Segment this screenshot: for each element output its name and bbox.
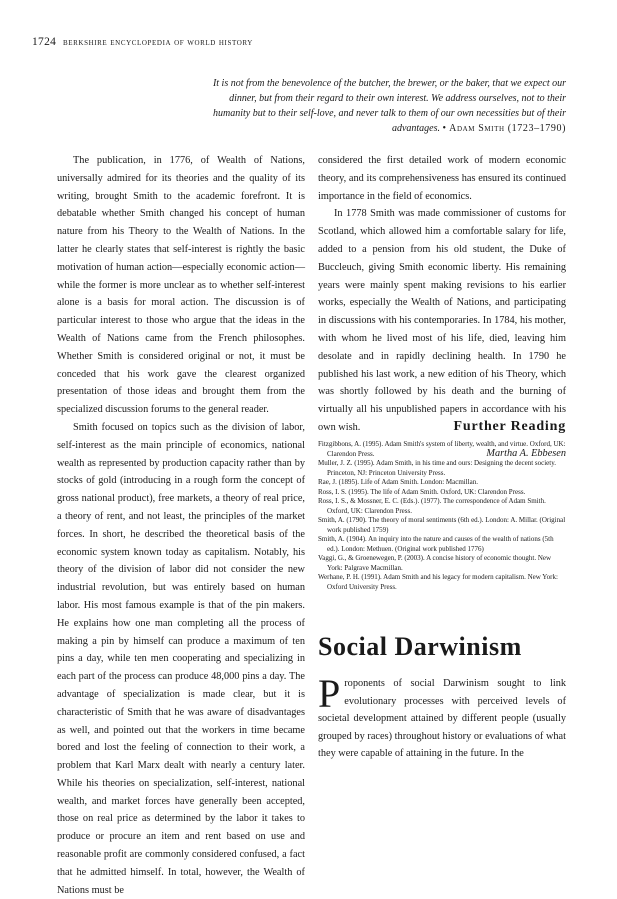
page-number: 1724 [32, 36, 57, 48]
entry-intro-text: roponents of social Darwinism sought to link evolutionary processes with perceived levels of societal development attained by different people (usually grouped by races) throughout history or evaluations of what they were capable of attaining in the future. In the [318, 678, 566, 759]
reference-item: Rae, J. (1895). Life of Adam Smith. London: Macmillan. [318, 478, 479, 486]
reference-item: Muller, J. Z. (1995). Adam Smith, in his time and ours: Designing the decent society. Princeton, NJ: Princeton University Press. [318, 459, 557, 477]
further-reading-heading: Further Reading [453, 419, 566, 434]
epigraph-quote: It is not from the benevolence of the butcher, the brewer, or the baker, that we expect our dinner, but from their regard to their own interest. We address ourselves, not to their humanity but to their self-love, and never talk to them of our own necessities but of their advantages. [212, 78, 566, 134]
running-header [32, 36, 253, 48]
epigraph-attribution: • Adam Smith (1723–1790) [442, 123, 566, 134]
reference-item: Smith, A. (1904). An inquiry into the nature and causes of the wealth of nations (5th ed.). London: Methuen. (Original work published 1776) [318, 535, 554, 553]
reference-item: Ross, I. S. (1995). The life of Adam Smith. Oxford, UK: Clarendon Press. [318, 487, 526, 496]
body-paragraph: In 1778 Smith was made commissioner of customs for Scotland, which allowed him a comfortable salary for life, added to a pension from his old student, the Duke of Buccleuch, giving Smith economic liberty. His remaining years were mainly spent making revisions to his earlier works, especially the Wealth of Nations, and participating in discussions with his contemporaries. In 1784, his mother, with whom he lived most of his life, died, leaving him desolate and in rapidly declining health. In 1790 he published his last work, a new edition of his Theory, which was shortly followed by his death and the burning of virtually all his unpublished papers in accordance with his own wish. [318, 208, 566, 433]
body-paragraph: Smith focused on topics such as the division of labor, self-interest as the main principle of economics, national wealth as represented by production capacity rather than by stocks of gold (introducing in a rough form the concept of gross national product), free markets, a theory of real price, a theory of rent, and not least, the principles of the market forces. In short, he described the theoretical basis of the economic system known today as capitalism. Notably, his theory of the division of labor did not consider the new industrial revolution, but was entirely based on human labor. His most famous example is that of the pin makers. He explains how one man completing all the process of making a pin by himself can produce a maximum of ten pins a day, while ten men cooperating and specializing in each part of the process can produce 48,000 pins a day. The advantage of specialization is made clear, but it is characteristic of Smith that he was aware of disadvantages as well, and pointed out that the workers in time became bored and lost the feeling of connection to their work, a problem that Karl Marx dealt with nearly a century later. While his theories on specialization, self-interest, national wealth, and market forces have generally been accepted, those on real price as determined by the labor it takes to produce or procure an item and rent based on use and reasonable profit are commonly considered confused, a fact that he admitted himself. In total, however, the Wealth of Nations must be [57, 421, 305, 896]
body-paragraph: considered the first detailed work of modern economic theory, and its comprehensiveness has ensured its continued importance in the field of economics. [318, 155, 566, 202]
epigraph [200, 76, 566, 136]
right-column [318, 152, 566, 463]
drop-cap: P [318, 671, 341, 716]
entry-title: Social Darwinism [318, 632, 522, 661]
reference-item: Fitzgibbons, A. (1995). Adam Smith's system of liberty, wealth, and virtue. Oxford, UK: Clarendon Press. [318, 440, 566, 458]
entry-intro [318, 671, 566, 763]
author-signature: Martha A. Ebbesen [486, 447, 566, 459]
reference-item: Ross, I. S., & Mossner, E. C. (Eds.). (1977). The correspondence of Adam Smith. Oxford, UK: Clarendon Press. [318, 497, 546, 515]
body-paragraph: The publication, in 1776, of Wealth of Nations, universally admired for its theories and the quality of its writing, brought Smith to the academic forefront. It is debatable whether Smith changed his concept of human nature from his Theory to the Wealth of Nations. In the latter he clearly states that self-interest is rightly the basic motivation of human action—especially economic action—while the former is more unclear as to whether self-interest alone is a basis for moral action. The discussion is of particular interest to those who argue that the ideas in the Wealth of Nations came from the French philosophes. Whether Smith is considered original or not, it must be conceded that his work gave the clearest organized presentation of those ideas and brought them from the specialized discussion forums to the general reader. [57, 155, 305, 416]
reference-item: Werhane, P. H. (1991). Adam Smith and his legacy for modern capitalism. New York: Oxford University Press. [318, 573, 558, 591]
left-column [57, 152, 305, 899]
reference-item: Smith, A. (1790). The theory of moral sentiments (6th ed.). London: A. Millar. (Original work published 1759) [318, 516, 566, 534]
reference-item: Vaggi, G., & Groenewegen, P. (2003). A concise history of economic thought. New York: Palgrave Macmillan. [318, 554, 552, 572]
running-title: berkshire encyclopedia of world history [63, 38, 253, 48]
further-reading-list [318, 440, 566, 592]
